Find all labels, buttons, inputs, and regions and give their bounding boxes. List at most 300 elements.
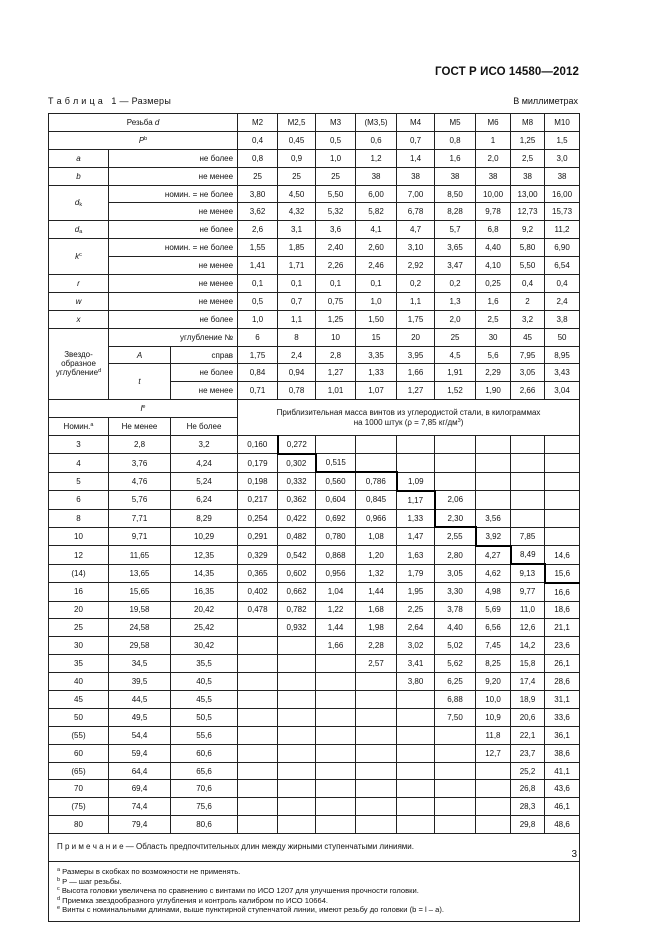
param-value: 3,8: [545, 310, 580, 328]
label-line: углубление: [55, 368, 99, 378]
mass-value: [476, 472, 511, 490]
mass-value: [278, 726, 316, 744]
param-value: 0,9: [278, 149, 316, 167]
mass-value: [511, 454, 545, 472]
mass-value: 2,30: [435, 509, 476, 527]
param-value: 7,00: [397, 185, 435, 203]
param-value: 0,1: [278, 275, 316, 293]
mass-value: [545, 436, 580, 454]
param-row: [49, 185, 580, 203]
length-row: [49, 691, 580, 709]
mass-value: [278, 744, 316, 762]
mass-value: 3,02: [397, 637, 435, 655]
subscript: k: [79, 202, 83, 209]
param-value: 8,50: [435, 185, 476, 203]
param-value: 1,0: [238, 310, 278, 328]
mass-value: [356, 762, 397, 780]
recess-value: 45: [511, 328, 545, 346]
param-value: 11,2: [545, 221, 580, 239]
mass-value: 20,6: [511, 708, 545, 726]
param-value: 5,80: [511, 239, 545, 257]
max-length: 25,42: [171, 619, 238, 637]
thread-size-label: [49, 114, 238, 132]
nominal-length: 3: [49, 436, 109, 454]
param-value: 5,7: [435, 221, 476, 239]
mass-value: [356, 708, 397, 726]
param-value: 1,75: [397, 310, 435, 328]
mass-value: 12,7: [476, 744, 511, 762]
recess-value: 5,6: [476, 346, 511, 364]
param-value: 4,7: [397, 221, 435, 239]
param-row: [49, 203, 580, 221]
nominal-label: Номин.: [63, 422, 91, 432]
param-symbol-cell: [49, 167, 109, 185]
length-row: [49, 780, 580, 798]
max-length: 4,24: [171, 454, 238, 472]
param-value: 1,41: [238, 257, 278, 275]
param-value: 1,5: [545, 131, 580, 149]
param-value: 3,80: [238, 185, 278, 203]
nominal-length: (14): [49, 564, 109, 582]
mass-value: [356, 780, 397, 798]
max-length: 16,35: [171, 583, 238, 601]
mass-title-cell: [238, 400, 580, 436]
param-value: 2,60: [356, 239, 397, 257]
mass-value: 9,13: [511, 564, 545, 582]
param-value: 2: [511, 292, 545, 310]
param-qualifier: не менее: [109, 167, 238, 185]
param-value: 0,45: [278, 131, 316, 149]
recess-value: 30: [476, 328, 511, 346]
param-value: 5,82: [356, 203, 397, 221]
mass-value: [511, 472, 545, 490]
page-number: 3: [571, 849, 577, 860]
nominal-length: 45: [49, 691, 109, 709]
mass-value: 3,30: [435, 583, 476, 601]
mass-value: [476, 762, 511, 780]
mass-value: 48,6: [545, 816, 580, 834]
mass-value: 5,62: [435, 655, 476, 673]
mass-value: [397, 798, 435, 816]
mass-value: [397, 780, 435, 798]
recess-value: 0,78: [278, 382, 316, 400]
mass-value: 0,602: [278, 564, 316, 582]
mass-value: 33,6: [545, 708, 580, 726]
param-value: 1,6: [476, 292, 511, 310]
param-row: [49, 292, 580, 310]
param-symbol: a: [76, 153, 81, 163]
length-row: [49, 762, 580, 780]
note-cell: [49, 834, 580, 862]
mass-value: [511, 436, 545, 454]
mass-value: [435, 436, 476, 454]
mass-value: 0,932: [278, 619, 316, 637]
recess-value: 1,01: [316, 382, 356, 400]
param-value: 38: [397, 167, 435, 185]
param-value: 2,6: [238, 221, 278, 239]
param-value: 0,25: [476, 275, 511, 293]
mass-value: 0,198: [238, 472, 278, 490]
mass-value: [397, 436, 435, 454]
mass-value: [278, 637, 316, 655]
footnote-mark: c: [79, 252, 82, 259]
recess-value: 2,4: [278, 346, 316, 364]
mass-value: 3,78: [435, 601, 476, 619]
nominal-length: 8: [49, 509, 109, 527]
param-value: 1,1: [397, 292, 435, 310]
param-value: 25: [238, 167, 278, 185]
mass-value: 15,8: [511, 655, 545, 673]
footnotes-cell: [49, 862, 580, 922]
mass-value: [316, 673, 356, 691]
param-value: 6,78: [397, 203, 435, 221]
recess-qualifier: не менее: [171, 382, 238, 400]
mass-value: [511, 509, 545, 527]
param-value: 15,73: [545, 203, 580, 221]
param-value: 2,5: [511, 149, 545, 167]
param-value: 3,0: [545, 149, 580, 167]
length-symbol: l: [140, 404, 143, 414]
recess-value: 10: [316, 328, 356, 346]
note-label: П р и м е ч а н и е: [57, 842, 124, 852]
recess-value: 0,84: [238, 364, 278, 382]
mass-value: 9,20: [476, 673, 511, 691]
mass-value: [435, 454, 476, 472]
recess-value: 2,66: [511, 382, 545, 400]
size-header-cell: M8: [511, 114, 545, 132]
mass-value: 29,8: [511, 816, 545, 834]
length-symbol-cell: [49, 400, 238, 418]
footnote-mark: c: [57, 886, 60, 893]
length-row: [49, 798, 580, 816]
mass-value: 3,92: [476, 527, 511, 545]
mass-value: [435, 744, 476, 762]
recess-value: 3,35: [356, 346, 397, 364]
footnote-mark: a: [90, 422, 94, 429]
mass-value: [316, 744, 356, 762]
mass-value: 25,2: [511, 762, 545, 780]
note-row: [49, 834, 580, 862]
mass-value: [238, 816, 278, 834]
mass-value: [511, 491, 545, 509]
param-value: 38: [511, 167, 545, 185]
mass-value: 23,7: [511, 744, 545, 762]
param-symbol-cell: [49, 310, 109, 328]
mass-value: 4,62: [476, 564, 511, 582]
mass-value: 1,32: [356, 564, 397, 582]
param-value: 1,50: [356, 310, 397, 328]
param-value: 2,4: [545, 292, 580, 310]
mass-value: 0,217: [238, 491, 278, 509]
mass-value: 0,365: [238, 564, 278, 582]
param-value: 0,6: [356, 131, 397, 149]
mass-value: [435, 798, 476, 816]
param-value: 1,55: [238, 239, 278, 257]
mass-value: [476, 491, 511, 509]
param-qualifier: не менее: [109, 275, 238, 293]
mass-value: [316, 726, 356, 744]
param-value: 9,78: [476, 203, 511, 221]
param-value: 0,7: [397, 131, 435, 149]
mass-value: 3,80: [397, 673, 435, 691]
mass-value: 1,33: [397, 509, 435, 527]
mass-value: [476, 780, 511, 798]
param-symbol-cell: [49, 149, 109, 167]
param-symbol: x: [76, 314, 81, 324]
footnote-text: Приемка звездообразного углубления и контроль калибром по ИСО 10664.: [60, 895, 329, 905]
mass-value: 15,6: [545, 564, 580, 582]
mass-value: [238, 708, 278, 726]
param-value: 38: [545, 167, 580, 185]
param-value: 0,2: [397, 275, 435, 293]
param-value: 1,71: [278, 257, 316, 275]
param-value: 3,10: [397, 239, 435, 257]
recess-value: 0,94: [278, 364, 316, 382]
mass-value: 0,329: [238, 546, 278, 564]
recess-value: 1,33: [356, 364, 397, 382]
param-value: 2,26: [316, 257, 356, 275]
nominal-length: 70: [49, 780, 109, 798]
recess-value: 8: [278, 328, 316, 346]
param-value: 0,5: [316, 131, 356, 149]
max-length: 45,5: [171, 691, 238, 709]
mass-value: 0,160: [238, 436, 278, 454]
mass-value: [278, 708, 316, 726]
min-length: 3,76: [109, 454, 171, 472]
mass-value: [545, 509, 580, 527]
param-value: 1,4: [397, 149, 435, 167]
nominal-length: 4: [49, 454, 109, 472]
param-value: 5,50: [316, 185, 356, 203]
subscript: a: [79, 229, 83, 236]
max-length: 8,29: [171, 509, 238, 527]
mass-value: 7,85: [511, 527, 545, 545]
mass-value: [397, 691, 435, 709]
mass-value: 0,604: [316, 491, 356, 509]
param-value: 1,25: [511, 131, 545, 149]
mass-value: 0,402: [238, 583, 278, 601]
mass-value: [545, 454, 580, 472]
mass-value: 41,1: [545, 762, 580, 780]
footnote-mark: a: [57, 867, 61, 874]
min-length: 13,65: [109, 564, 171, 582]
max-length: 40,5: [171, 673, 238, 691]
mass-value: 9,77: [511, 583, 545, 601]
param-row: [49, 257, 580, 275]
mass-value: 3,05: [435, 564, 476, 582]
mass-value: 7,50: [435, 708, 476, 726]
max-length: 30,42: [171, 637, 238, 655]
mass-value: 0,780: [316, 527, 356, 545]
footnotes-row: [49, 862, 580, 922]
mass-value: [238, 691, 278, 709]
min-length: 54,4: [109, 726, 171, 744]
param-value: 5,50: [511, 257, 545, 275]
nominal-length: 12: [49, 546, 109, 564]
param-value: 4,40: [476, 239, 511, 257]
star-recess-label: [49, 328, 109, 400]
mass-value: 0,332: [278, 472, 316, 490]
mass-value: 1,09: [397, 472, 435, 490]
max-length: 35,5: [171, 655, 238, 673]
units-label: В миллиметрах: [513, 96, 578, 106]
length-row: [49, 546, 580, 564]
param-row: [49, 149, 580, 167]
mass-value: [397, 454, 435, 472]
mass-value: 0,956: [316, 564, 356, 582]
nominal-length: 16: [49, 583, 109, 601]
mass-value: [278, 691, 316, 709]
param-value: 1,2: [356, 149, 397, 167]
nominal-length: 25: [49, 619, 109, 637]
footnote-text: P — шаг резьбы.: [60, 876, 122, 886]
param-value: 0,8: [238, 149, 278, 167]
param-value: 3,65: [435, 239, 476, 257]
mass-value: 0,482: [278, 527, 316, 545]
param-value: 2,46: [356, 257, 397, 275]
param-value: 1,0: [316, 149, 356, 167]
mass-value: [545, 472, 580, 490]
mass-value: [435, 472, 476, 490]
mass-value: 0,254: [238, 509, 278, 527]
param-row: [49, 275, 580, 293]
mass-value: 17,4: [511, 673, 545, 691]
footnote: [57, 896, 571, 906]
mass-value: 1,66: [316, 637, 356, 655]
mass-value: 0,966: [356, 509, 397, 527]
param-value: 3,62: [238, 203, 278, 221]
mass-value: 43,6: [545, 780, 580, 798]
param-symbol: b: [76, 171, 81, 181]
recess-value: 1,52: [435, 382, 476, 400]
mass-title-line2-end: ): [460, 417, 464, 427]
param-symbol: w: [75, 296, 82, 306]
size-header-cell: M2: [238, 114, 278, 132]
mass-value: 0,515: [316, 454, 356, 472]
recess-value: 0,71: [238, 382, 278, 400]
footnote: [57, 877, 571, 887]
size-header-cell: M3: [316, 114, 356, 132]
param-value: 1,85: [278, 239, 316, 257]
nominal-length: (75): [49, 798, 109, 816]
mass-value: [278, 762, 316, 780]
mass-value: 36,1: [545, 726, 580, 744]
length-row: [49, 472, 580, 490]
recess-value: 15: [356, 328, 397, 346]
mass-value: 0,868: [316, 546, 356, 564]
param-row: [49, 167, 580, 185]
mass-value: 12,6: [511, 619, 545, 637]
max-length: 3,2: [171, 436, 238, 454]
recess-qualifier: справ: [171, 346, 238, 364]
length-row: [49, 708, 580, 726]
min-length: 7,71: [109, 509, 171, 527]
mass-value: 21,1: [545, 619, 580, 637]
recess-value: 3,43: [545, 364, 580, 382]
mass-value: 2,25: [397, 601, 435, 619]
mass-value: 3,41: [397, 655, 435, 673]
length-header-row: [49, 400, 580, 418]
mass-value: [356, 798, 397, 816]
mass-value: 26,1: [545, 655, 580, 673]
recess-value: 3,95: [397, 346, 435, 364]
recess-value: 1,27: [316, 364, 356, 382]
mass-value: 0,478: [238, 601, 278, 619]
max-length: 60,6: [171, 744, 238, 762]
thread-label-var: d: [154, 117, 160, 127]
mass-value: 18,6: [545, 601, 580, 619]
nominal-length: 35: [49, 655, 109, 673]
param-value: 6,8: [476, 221, 511, 239]
param-value: 1,0: [356, 292, 397, 310]
thread-label-text: Резьба: [126, 117, 155, 127]
param-symbol: d: [74, 225, 80, 235]
param-value: 6,54: [545, 257, 580, 275]
recess-value: 3,05: [511, 364, 545, 382]
mass-value: 1,95: [397, 583, 435, 601]
min-length: 5,76: [109, 491, 171, 509]
recess-symbol: A: [136, 350, 143, 360]
param-value: 25: [278, 167, 316, 185]
mass-value: 0,662: [278, 583, 316, 601]
mass-value: [435, 816, 476, 834]
recess-value: 1,66: [397, 364, 435, 382]
mass-value: [397, 726, 435, 744]
recess-value: 20: [397, 328, 435, 346]
length-row: [49, 655, 580, 673]
recess-value: 7,95: [511, 346, 545, 364]
param-value: 38: [476, 167, 511, 185]
mass-value: [356, 744, 397, 762]
min-length: 2,8: [109, 436, 171, 454]
mass-value: 0,291: [238, 527, 278, 545]
length-row: [49, 491, 580, 509]
min-length: 19,58: [109, 601, 171, 619]
length-row: [49, 637, 580, 655]
mass-value: 1,22: [316, 601, 356, 619]
mass-value: [356, 454, 397, 472]
recess-value: 1,07: [356, 382, 397, 400]
mass-value: [476, 816, 511, 834]
table-caption: [48, 96, 578, 106]
mass-value: [316, 780, 356, 798]
mass-value: 2,28: [356, 637, 397, 655]
mass-value: 1,79: [397, 564, 435, 582]
recess-value: 1,91: [435, 364, 476, 382]
mass-value: 6,56: [476, 619, 511, 637]
mass-value: 4,98: [476, 583, 511, 601]
min-length: 74,4: [109, 798, 171, 816]
mass-value: 8,49: [511, 546, 545, 564]
mass-value: 0,845: [356, 491, 397, 509]
mass-value: [316, 436, 356, 454]
param-value: 12,73: [511, 203, 545, 221]
note-text: — Область предпочтительных длин между жирными ступенчатыми линиями.: [123, 842, 414, 852]
footnote: [57, 867, 571, 877]
mass-value: 6,25: [435, 673, 476, 691]
mass-value: 10,0: [476, 691, 511, 709]
document-header: ГОСТ Р ИСО 14580—2012: [434, 66, 579, 78]
param-value: 1,3: [435, 292, 476, 310]
mass-value: 0,272: [278, 436, 316, 454]
mass-title-line1: Приблизительная масса винтов из углеродистой стали, в килограммах: [276, 407, 541, 417]
param-symbol-cell: [49, 292, 109, 310]
mass-value: 10,9: [476, 708, 511, 726]
footnote-mark: d: [57, 895, 61, 902]
nominal-length: 50: [49, 708, 109, 726]
mass-value: [476, 454, 511, 472]
min-length: 64,4: [109, 762, 171, 780]
